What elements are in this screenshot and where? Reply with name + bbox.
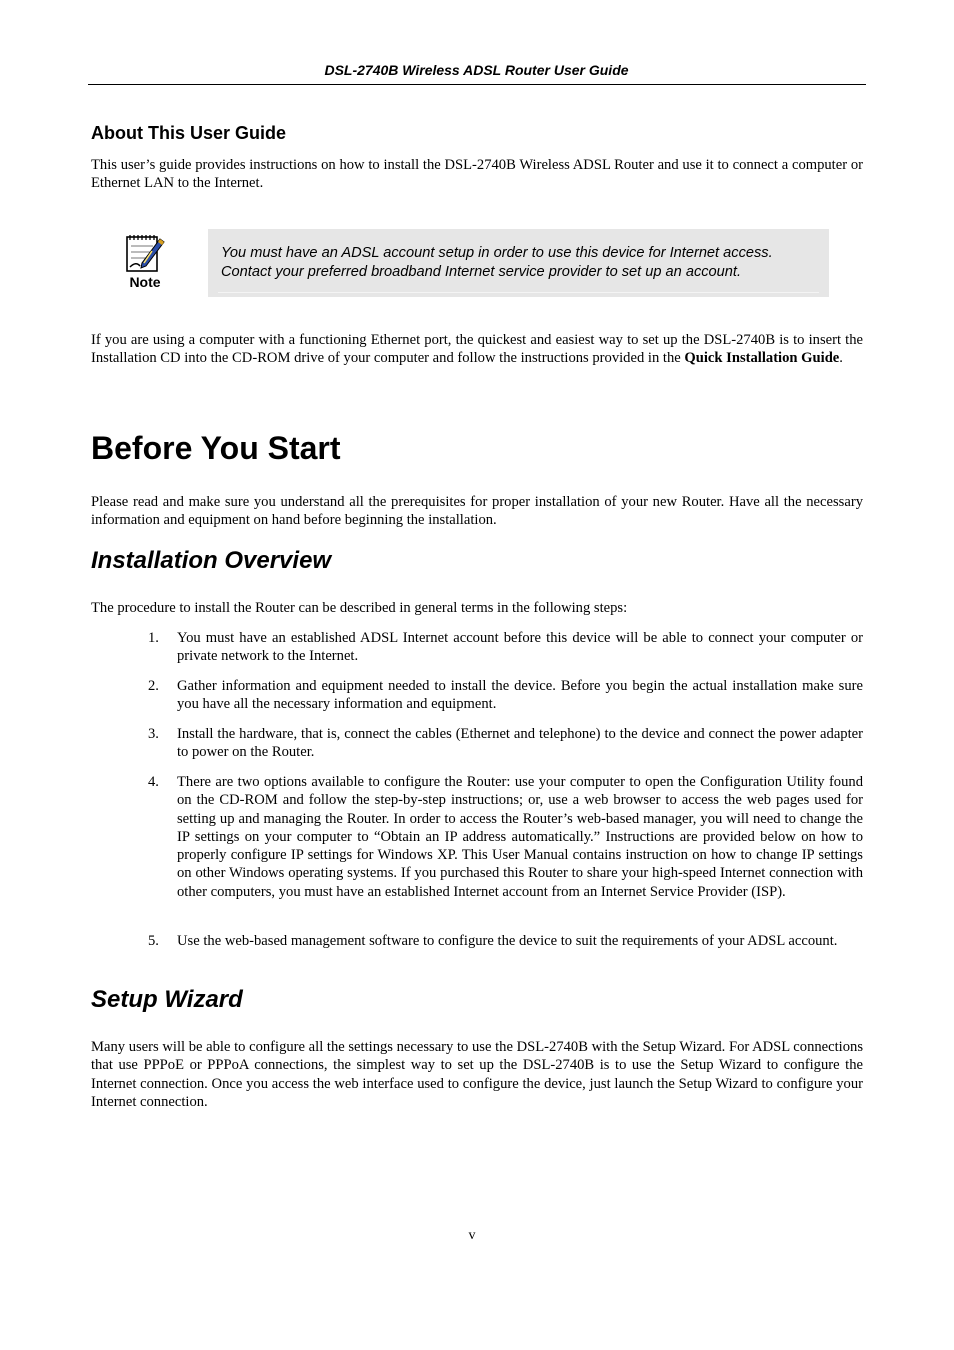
step-number: 2.: [148, 678, 159, 694]
note-label: Note: [129, 274, 161, 290]
intro-text-end: .: [839, 350, 843, 367]
step-text: Use the web-based management software to configure the device to suit the requirements of your ADSL account.: [177, 933, 838, 949]
about-paragraph: This user’s guide provides instructions on how to install the DSL-2740B Wireless ADSL Router and use it to connect a computer or Ethernet LAN to the Internet.: [91, 157, 863, 192]
step-number: 5.: [148, 933, 159, 949]
step-number: 3.: [148, 726, 159, 742]
step-number: 4.: [148, 774, 159, 790]
note-pad-pen-icon: [124, 233, 166, 273]
setup-wizard-heading: Setup Wizard: [91, 986, 243, 1013]
step-text: Gather information and equipment needed to install the device. Before you begin the actual installation make sure you have all the necessary information and equipment.: [177, 678, 863, 713]
intro-text: If you are using a computer with a functioning Ethernet port, the quickest and easiest way to set up the DSL-2740B is to insert the Installation CD into the CD-ROM drive of your computer and follow the instructions provided in the: [91, 332, 863, 367]
page-number: v: [468, 1228, 476, 1243]
note-text: You must have an ADSL account setup in order to use this device for Internet access. Contact your preferred broadband Internet service provider to set up an account.: [221, 245, 773, 280]
step-number: 1.: [148, 630, 159, 646]
intro-paragraph: [91, 331, 863, 368]
step-text: There are two options available to configure the Router: use your computer to open the Configuration Utility found on the CD-ROM and follow the step-by-step instructions; or, use a web browser to access the web pages used for setting up and managing the Router. In order to access the Router’s web-based manager, you will need to change the IP settings on your computer to “Obtain an IP address automatically.” Instructions are provided below on how to properly configure IP settings for Windows XP. This User Manual contains instruction on how to change IP settings on other Windows operating systems. If you purchased this Router to share your high-speed Internet connection with other computers, you must have an established Internet account from an Internet Service Provider (ISP).: [177, 774, 863, 900]
installation-overview-heading: Installation Overview: [91, 547, 332, 574]
step-text: Install the hardware, that is, connect the cables (Ethernet and telephone) to the device and connect the power adapter to power on the Router.: [177, 726, 863, 761]
before-you-start-paragraph: Please read and make sure you understand all the prerequisites for proper installation of your new Router. Have all the necessary information and equipment on hand before beginning the installation.: [91, 494, 863, 529]
running-header: DSL-2740B Wireless ADSL Router User Guide: [324, 62, 629, 78]
installation-overview-intro: The procedure to install the Router can be described in general terms in the following steps:: [91, 600, 628, 616]
header-rule: [88, 84, 866, 85]
setup-wizard-paragraph: Many users will be able to configure all the settings necessary to use the DSL-2740B with the Setup Wizard. For ADSL connections that use PPPoE or PPPoA connections, the simplest way to set up the DSL-2740B is to use the Setup Wizard to configure the Internet connection. Once you access the web interface used to configure the device, just launch the Setup Wizard to configure your Internet connection.: [91, 1039, 863, 1110]
about-heading: About This User Guide: [91, 123, 287, 143]
quick-installation-guide-ref: Quick Installation Guide: [684, 350, 840, 367]
before-you-start-heading: Before You Start: [91, 430, 341, 466]
step-text: You must have an established ADSL Internet account before this device will be able to connect your computer or private network to the Internet.: [177, 630, 863, 665]
